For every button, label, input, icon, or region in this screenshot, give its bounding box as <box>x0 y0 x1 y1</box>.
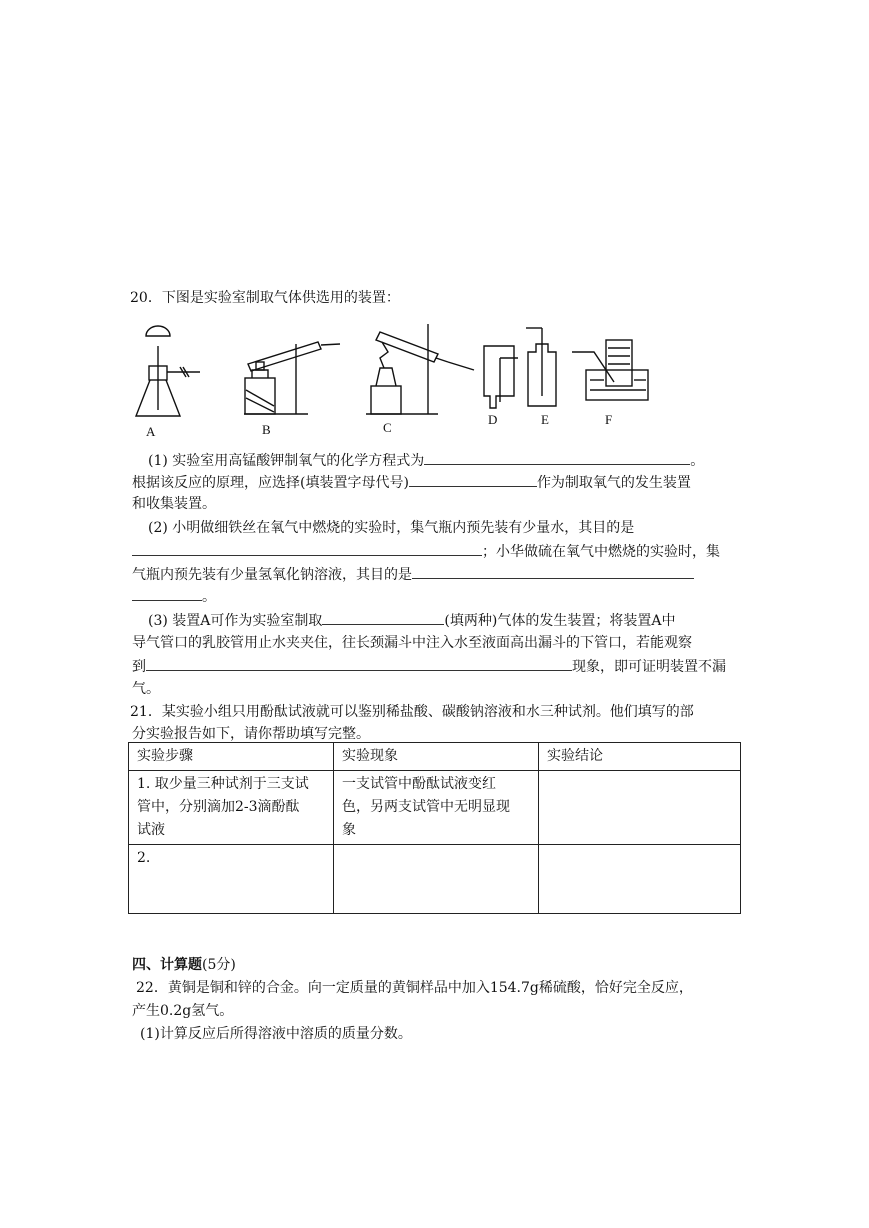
answer-blank[interactable] <box>412 564 694 579</box>
q20-p1-line3: 和收集装置。 <box>132 496 216 512</box>
q20-p2-line3: 气瓶内预先装有少量氢氧化钠溶液，其目的是 <box>132 564 694 585</box>
q20-p2-line4: 。 <box>132 586 216 607</box>
answer-blank[interactable] <box>132 541 482 556</box>
answer-blank[interactable] <box>424 450 690 465</box>
section-heading: 四、计算题(5分) <box>132 957 236 973</box>
header-phenomenon: 实验现象 <box>334 743 539 771</box>
row1-phenomenon: 一支试管中酚酞试液变红 色，另两支试管中无明显现 象 <box>334 771 539 845</box>
answer-blank[interactable] <box>409 472 537 487</box>
q20-p1-line2: 根据该反应的原理，应选择(填装置字母代号) 作为制取氧气的发生装置 <box>132 472 691 493</box>
q21-line2: 分实验报告如下，请你帮助填写完整。 <box>132 726 370 742</box>
apparatus-a <box>136 326 200 416</box>
answer-blank[interactable] <box>132 586 202 601</box>
q21-line1: 21．某实验小组只用酚酞试液就可以鉴别稀盐酸、碳酸钠溶液和水三种试剂。他们填写的部 <box>130 704 694 720</box>
q20-p2-line1: (2) 小明做细铁丝在氧气中燃烧的实验时，集气瓶内预先装有少量水，其目的是 <box>148 520 635 536</box>
row2-phenomenon-cell[interactable] <box>334 845 539 914</box>
q20-p3-line1: (3) 装置A可作为实验室制取 (填两种)气体的发生装置；将装置A中 <box>148 610 675 631</box>
row2-step[interactable]: 2. <box>129 845 334 914</box>
label-b: B <box>262 422 271 437</box>
q22-line1: 22．黄铜是铜和锌的合金。向一定质量的黄铜样品中加入154.7g稀硫酸，恰好完全反应， <box>136 980 693 996</box>
row1-conclusion-cell[interactable] <box>539 771 741 845</box>
q22-line2: 产生0.2g氢气。 <box>132 1003 234 1019</box>
header-steps: 实验步骤 <box>129 743 334 771</box>
apparatus-d <box>484 346 518 408</box>
table-header-row <box>129 743 741 771</box>
q22-sub1: (1)计算反应后所得溶液中溶质的质量分数。 <box>140 1026 412 1042</box>
q20-p3-line2: 导气管口的乳胶管用止水夹夹住，往长颈漏斗中注入水至液面高出漏斗的下管口，若能观察 <box>132 635 692 651</box>
apparatus-figure <box>128 318 688 443</box>
label-a: A <box>146 424 156 439</box>
table-row <box>129 771 741 845</box>
q20-p1-line1: (1) 实验室用高锰酸钾制氧气的化学方程式为 。 <box>148 450 704 471</box>
answer-blank[interactable] <box>146 656 572 671</box>
apparatus-f <box>572 340 648 400</box>
row2-conclusion-cell[interactable] <box>539 845 741 914</box>
table-row <box>129 845 741 914</box>
label-d: D <box>488 412 498 427</box>
q20-p2-line2: ；小华做硫在氧气中燃烧的实验时，集 <box>132 541 720 562</box>
apparatus-c <box>366 324 474 414</box>
q20-p3-line4: 气。 <box>132 681 160 697</box>
header-conclusion: 实验结论 <box>539 743 741 771</box>
q20-intro: 20．下图是实验室制取气体供选用的装置： <box>130 290 400 306</box>
answer-blank[interactable] <box>322 610 444 625</box>
apparatus-b <box>244 342 340 414</box>
label-f: F <box>605 412 613 427</box>
label-c: C <box>383 420 392 435</box>
apparatus-e <box>526 328 556 406</box>
q20-p3-line3: 到 现象，即可证明装置不漏 <box>132 656 726 677</box>
label-e: E <box>541 412 549 427</box>
experiment-report-table <box>128 742 741 914</box>
row1-step: 1. 取少量三种试剂于三支试 管中，分别滴加2-3滴酚酞 试液 <box>129 771 334 845</box>
